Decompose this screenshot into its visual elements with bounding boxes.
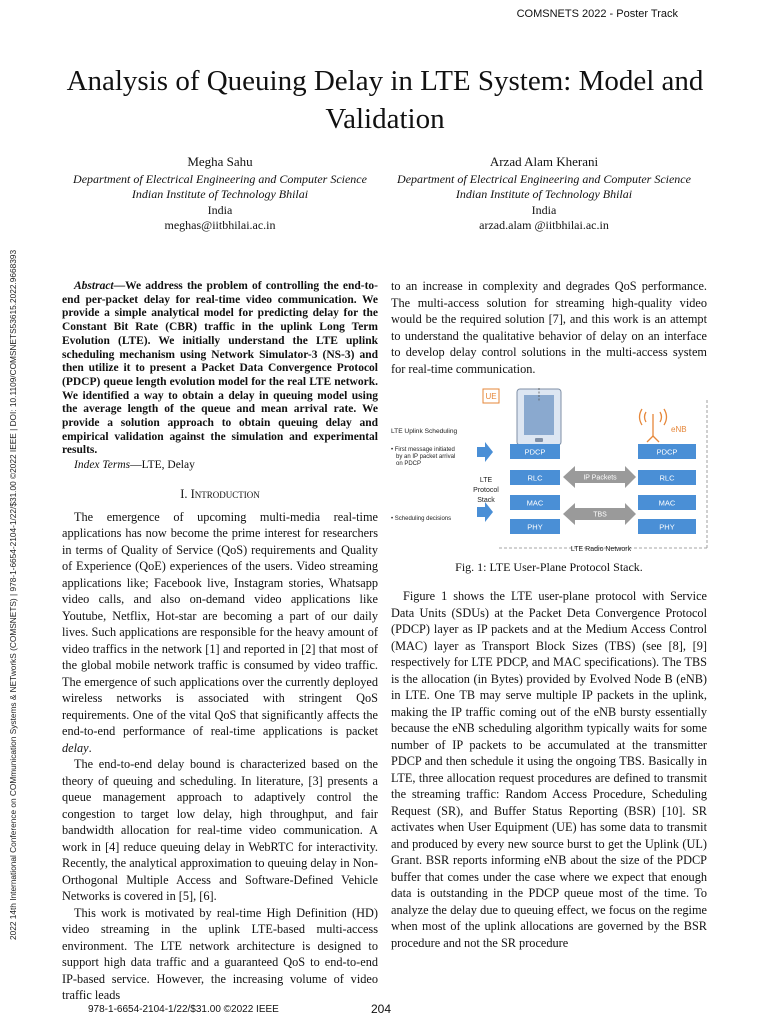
side-identifier: 2022 14th International Conference on COMmunication Systems & NETworkS (COMSNETS) | 978-1-6654-2104-1/22/$31.00 ©2022 IEEE | DOI: 10.1109/COMSNETS53615.2022.9668393 — [8, 249, 18, 940]
right-column-top — [391, 278, 707, 377]
paragraph-figure-description: Figure 1 shows the LTE user-plane protocol with Service Data Units (SDUs) at the Packet Deta Convergence Protocol (PDCP) layer as IP packets and at the Medium Access Control (MAC) layer as Transport Block Sizes (TBS) (see [8], [9] respectively for LTE PDCP, and MAC specifications). The TBS is the allocation (in Bytes) provided by Evolved Node B (eNB) in LTE. One TB may serve multiple IP packets in the uplink, making the IP traffic coming out of the eNB bursty essentially because the eNB scheduling algorithm typically waits for some number of IP packets to be accumulated at the transmitter PDCP and then schedule it using the ongoing TBS. Basically in LTE, three allocation request procedures are defined to transmit the streaming traffic: Random Access Procedure, Scheduling Request (SR), and Buffer Status Reporting (BSR) [10]. SR activates when User Equipment (UE) has some data to transmit and produced by every new source burst to get the Uplink (UL) Grant. BSR reports informing eNB about the size of the PDCP buffer that comes under the case where we expect that enough data is outstanding in the PDCP queue most of the time. To analyze the delay due to queuing effect, we focus on the regime when most of the uplink allocations are governed by the BSR procedure and not the SR procedure — [391, 589, 707, 950]
paragraph-intro-3: This work is motivated by real-time High Definition (HD) video streaming in the uplink LTE-based multi-access environment. The LTE network architecture is designed to support high data traffic and a guaranteed QoS to end-to-end IP-based service. However, the increasing volume of video traffic leads — [62, 905, 378, 1003]
author-name: Megha Sahu — [187, 154, 253, 169]
ue-pdcp-label: PDCP — [524, 447, 546, 457]
abstract-text: —We address the problem of controlling the end-to-end per-packet delay for real-time video communication. We provide a simple analytical model for predicting delay for the Constant Bit Rate (CBR) traffic in the uplink Long Term Evolution (LTE). We initially understand the LTE uplink scheduling mechanism using Network Simulator-3 (NS-3) and then utilize it to present a Packet Data Convergence Protocol (PDCP) queue length evolution model for the real LTE network. We identified a way to obtain a delay in queuing model using the average length of the queue and mean arrival rate. We provide a solution approach to obtain queuing delay and empirical validation against the simulation and experimental results. — [62, 280, 378, 457]
stack-label-1: LTE — [479, 477, 493, 484]
index-terms-text: —LTE, Delay — [130, 459, 195, 472]
emphasis-text: delay — [62, 740, 89, 755]
enb-label: eNB — [671, 425, 687, 434]
author-institute: Indian Institute of Technology Bhilai — [131, 187, 309, 201]
scheduling-title: LTE Uplink Scheduling — [391, 428, 458, 435]
abstract — [62, 280, 378, 458]
arrow-right-icon — [477, 502, 493, 522]
author-country: India — [207, 202, 233, 217]
author-department: Department of Electrical Engineering and Computer Science — [397, 171, 691, 186]
scheduling-note-1: • First message initiated by an IP packet arrival on PDCP — [391, 447, 456, 467]
paper-title: Analysis of Queuing Delay in LTE System: Model and Validation — [66, 65, 704, 135]
stack-label-2: Protocol — [473, 487, 499, 494]
tbs-label: TBS — [593, 511, 607, 519]
abstract-lead: Abstract — [74, 280, 114, 292]
figure-1 — [389, 386, 711, 558]
figure-caption: Fig. 1: LTE User-Plane Protocol Stack. — [455, 560, 643, 574]
author-email: meghas@iitbhilai.ac.in — [164, 218, 276, 232]
protocol-stack-diagram — [389, 386, 711, 558]
paragraph-text: The emergence of upcoming multi-media real-time applications has now become the prime interest for researchers in terms of Quality of Service (QoS) requirements and Quality of Experience (QoE) experiences of the users. Video streaming applications like; Facebook live, Instagram stories, Whatsapp video calls, and also on-demand video applications like Youtube, Netflix, Hot-star are becoming a part of our daily lives. Such applications are responsible for the heavy amount of video traffics in the network [1] and reported in [2] that most of the global mobile network traffic is consumed by video traffic. The emergence of such applications over the currently deployed wireless networks is associated with stringent QoS requirements. One of the vital QoS that significantly affects the end-to-end performance of real-time applications is packet — [62, 509, 378, 739]
author-institute: Indian Institute of Technology Bhilai — [455, 187, 633, 201]
author-block-2 — [379, 154, 709, 234]
arrow-right-icon — [477, 442, 493, 462]
ip-packets-label: IP Packets — [583, 474, 617, 482]
author-department: Department of Electrical Engineering and Computer Science — [73, 171, 367, 186]
paragraph-continued: to an increase in complexity and degrades QoS performance. The multi-access solution for streaming high-quality video would be the required solution [7], and this work is an attempt to understand the qualitative behavior of delay on an interface to develop delay control solutions in the multi-access system for real-time communication. — [391, 279, 707, 376]
ue-mac-label: MAC — [526, 498, 544, 508]
ue-rlc-label: RLC — [527, 473, 543, 483]
right-column-bottom — [391, 588, 707, 951]
enb-rlc-label: RLC — [659, 473, 675, 483]
scheduling-note-2: • Scheduling decisions — [391, 516, 452, 522]
author-country: India — [531, 202, 557, 217]
section-heading: I. Introduction — [180, 487, 260, 502]
page-number: 204 — [371, 1002, 392, 1016]
index-terms — [62, 458, 378, 472]
stack-label-3: Stack — [477, 497, 495, 504]
ue-label: UE — [485, 392, 497, 401]
venue-header: COMSNETS 2022 - Poster Track — [516, 8, 678, 20]
left-column — [62, 280, 378, 1004]
author-name: Arzad Alam Kherani — [489, 154, 599, 169]
author-block-1 — [55, 154, 385, 234]
phone-icon — [517, 389, 561, 445]
network-label: LTE Radio Network — [570, 546, 632, 553]
author-email: arzad.alam @iitbhilai.ac.in — [479, 218, 609, 232]
ue-phy-label: PHY — [527, 522, 543, 532]
antenna-icon — [640, 409, 667, 442]
index-terms-lead: Index Terms — [74, 459, 131, 472]
paragraph-text: . — [88, 740, 92, 755]
footer-isbn: 978-1-6654-2104-1/22/$31.00 ©2022 IEEE — [88, 1004, 279, 1015]
paragraph-intro-1 — [62, 509, 378, 757]
enb-phy-label: PHY — [659, 522, 675, 532]
enb-pdcp-label: PDCP — [656, 447, 678, 457]
enb-mac-label: MAC — [658, 498, 676, 508]
paragraph-intro-2: The end-to-end delay bound is characterized based on the theory of queuing and scheduling. In literature, [3] presents a queue management approach to adaptively control the congestion to target low delay, high throughput, and fair bandwidth allocation for real-time video communication. A work in [4] reduce queuing delay in WebRTC for interactivity. Recently, the analytical approximation to queuing delay in Non-Orthogonal Multiple Access and Software-Defined Vehicle Networks is covered in [5], [6]. — [62, 757, 378, 904]
